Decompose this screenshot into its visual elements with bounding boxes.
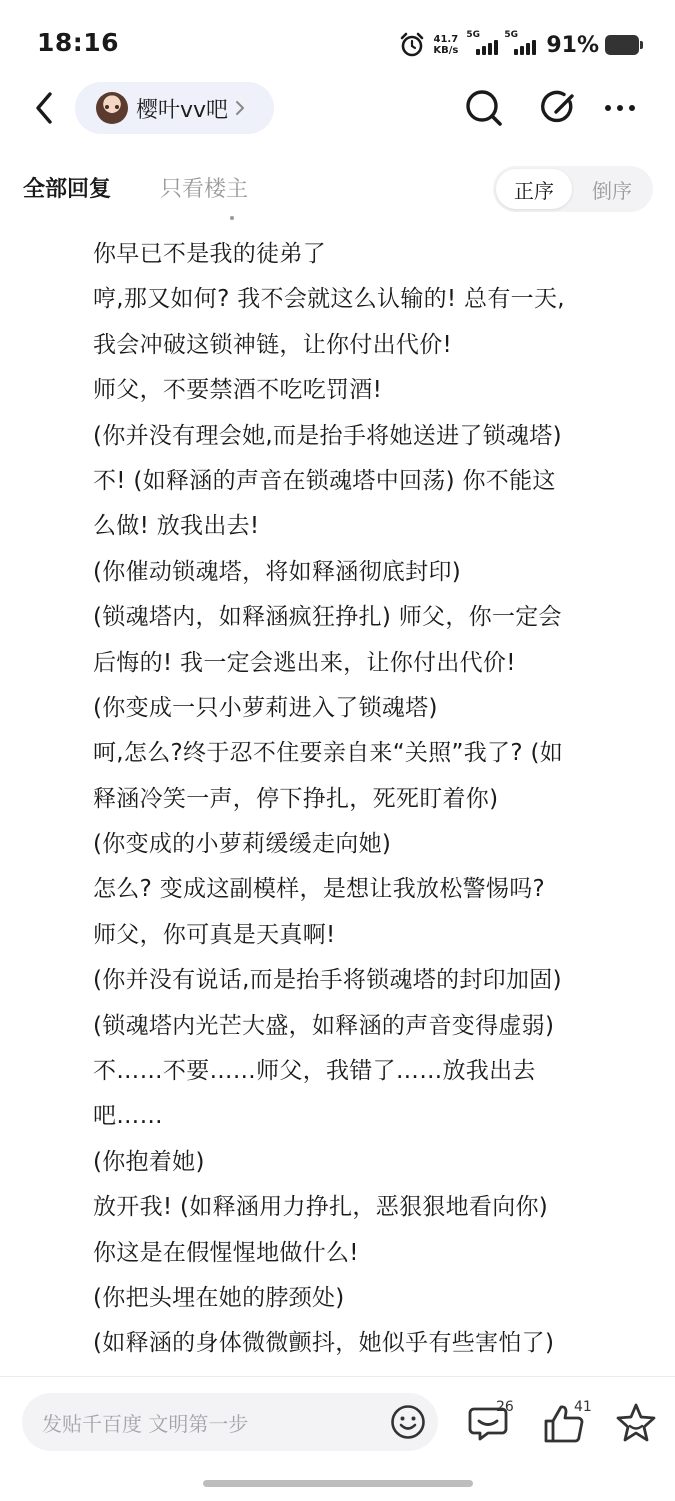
post-line: (你催动锁魂塔，将如释涵彻底封印) bbox=[93, 558, 462, 585]
nav-bar bbox=[0, 80, 675, 136]
post-line: 你这是在假惺惺地做什么! bbox=[93, 1239, 359, 1266]
post-line: 释涵冷笑一声，停下挣扎，死死盯着你) bbox=[93, 785, 499, 812]
signal-strength-1 bbox=[466, 30, 498, 57]
post-line: (你抱着她) bbox=[93, 1148, 205, 1175]
post-line: (锁魂塔内，如释涵疯狂挣扎) 师父，你一定会 bbox=[93, 604, 562, 631]
post-line: 师父，不要禁酒不吃吃罚酒! bbox=[93, 377, 383, 404]
alarm-icon bbox=[399, 32, 425, 58]
post-line: 不! (如释涵的声音在锁魂塔中回荡) 你不能这 bbox=[93, 467, 556, 494]
post-line: (你并没有说话,而是抬手将锁魂塔的封印加固) bbox=[93, 967, 562, 994]
search-icon bbox=[464, 88, 504, 128]
post-line: 后悔的! 我一定会逃出来，让你付出代价! bbox=[93, 649, 516, 676]
forum-chip[interactable] bbox=[75, 82, 274, 134]
comment-count: 26 bbox=[496, 1399, 514, 1415]
sort-ascending-button[interactable]: 正序 bbox=[496, 169, 572, 209]
forum-avatar bbox=[96, 92, 128, 124]
sort-toggle bbox=[493, 166, 653, 212]
back-button[interactable] bbox=[24, 88, 64, 128]
reply-placeholder: 发贴千百度 文明第一步 bbox=[42, 1411, 249, 1436]
battery-icon bbox=[605, 35, 639, 55]
status-time: 18:16 bbox=[37, 28, 120, 57]
post-line: 怎么? 变成这副模样，是想让我放松警惕吗? bbox=[93, 876, 546, 903]
edit-button[interactable] bbox=[538, 86, 582, 130]
post-line: 放开我! (如释涵用力挣扎，恶狠狠地看向你) bbox=[93, 1194, 549, 1221]
truncated-text-fragment bbox=[230, 216, 234, 220]
post-line: 你早已不是我的徒弟了 bbox=[93, 241, 326, 267]
status-indicators bbox=[399, 28, 639, 62]
tab-only-op[interactable]: 只看楼主 bbox=[160, 177, 249, 202]
post-line: (你变成的小萝莉缓缓走向她) bbox=[93, 831, 392, 858]
post-line: 我会冲破这锁神链，让你付出代价! bbox=[93, 331, 453, 358]
post-line: 师父，你可真是天真啊! bbox=[93, 921, 336, 948]
post-line: (如释涵的身体微微颤抖，她似乎有些害怕了) bbox=[93, 1330, 555, 1357]
signal-type-label: 5G bbox=[466, 30, 480, 40]
post-line: (你把头埋在她的脖颈处) bbox=[93, 1284, 345, 1311]
post-line: (你变成一只小萝莉进入了锁魂塔) bbox=[93, 694, 438, 721]
chevron-right-icon bbox=[234, 99, 246, 117]
tab-all-replies[interactable]: 全部回复 bbox=[23, 177, 112, 202]
home-indicator[interactable] bbox=[203, 1480, 473, 1487]
forum-name: 樱叶vv吧 bbox=[136, 97, 229, 123]
search-button[interactable] bbox=[462, 86, 506, 130]
network-speed-value: 41.7 bbox=[433, 34, 459, 45]
back-arrow-icon bbox=[33, 91, 55, 125]
edit-icon bbox=[540, 88, 580, 128]
battery-percent: 91% bbox=[546, 32, 599, 58]
sort-descending-button[interactable]: 倒序 bbox=[592, 178, 632, 203]
signal-strength-2 bbox=[504, 30, 536, 57]
post-line: 不……不要……师父，我错了……放我出去 bbox=[93, 1058, 536, 1085]
tabs-row bbox=[0, 160, 675, 220]
star-icon[interactable] bbox=[614, 1401, 658, 1445]
post-line: 吧…… bbox=[93, 1103, 163, 1130]
signal-bars-icon bbox=[476, 40, 498, 55]
like-count: 41 bbox=[574, 1399, 592, 1415]
post-line: (你并没有理会她,而是抬手将她送进了锁魂塔) bbox=[93, 422, 562, 449]
status-bar bbox=[0, 0, 675, 90]
post-line: (锁魂塔内光芒大盛，如释涵的声音变得虚弱) bbox=[93, 1012, 555, 1039]
signal-bars-icon bbox=[514, 40, 536, 55]
post-line: 哼,那又如何? 我不会就这么认输的! 总有一天, bbox=[93, 286, 565, 313]
post-content bbox=[0, 222, 675, 1376]
signal-type-label: 5G bbox=[504, 30, 518, 40]
more-button[interactable] bbox=[598, 86, 642, 130]
reply-input[interactable] bbox=[22, 1393, 438, 1451]
post-line: 呵,怎么?终于忍不住要亲自来“关照”我了? (如 bbox=[93, 740, 564, 767]
emoji-icon[interactable] bbox=[390, 1404, 426, 1440]
post-line: 么做! 放我出去! bbox=[93, 513, 260, 540]
network-speed-unit: KB/s bbox=[433, 45, 459, 56]
network-speed bbox=[433, 34, 458, 56]
more-icon bbox=[600, 88, 640, 128]
post-text bbox=[93, 232, 663, 1412]
